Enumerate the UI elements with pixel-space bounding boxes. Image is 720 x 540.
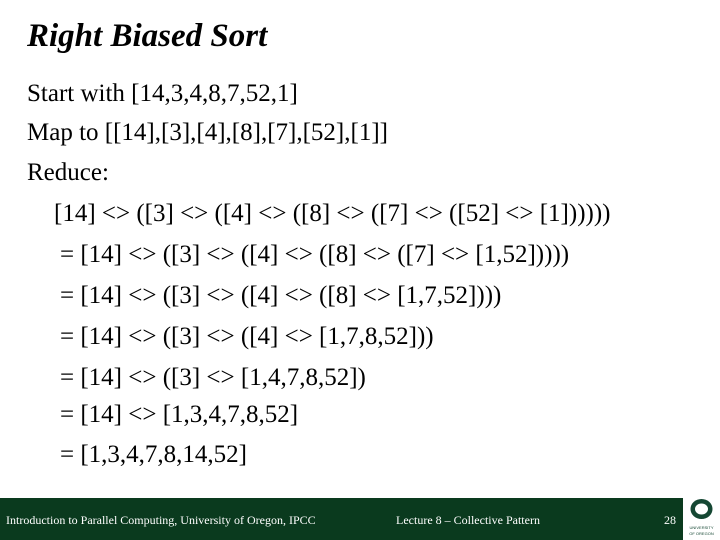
- footer-lecture: Lecture 8 – Collective Pattern: [396, 513, 540, 527]
- logo-line-2: OF OREGON: [689, 531, 714, 536]
- university-logo: [683, 494, 720, 540]
- reduction-result: = [1,3,4,7,8,14,52]: [60, 441, 247, 468]
- reduction-step-4: = [14] <> ([3] <> ([4] <> [1,7,8,52])): [60, 323, 434, 350]
- slide-title: Right Biased Sort: [27, 18, 268, 54]
- logo-line-1: UNIVERSITY: [689, 525, 714, 530]
- reduction-step-1: [14] <> ([3] <> ([4] <> ([8] <> ([7] <> ([52] <> [1]))))): [54, 200, 611, 227]
- footer-page-number: 28: [664, 513, 676, 527]
- body-line-reduce: Reduce:: [27, 159, 109, 186]
- reduction-step-5: = [14] <> ([3] <> [1,4,7,8,52]): [60, 364, 366, 391]
- body-line-map: Map to [[14],[3],[4],[8],[7],[52],[1]]: [27, 119, 388, 146]
- reduction-step-3: = [14] <> ([3] <> ([4] <> ([8] <> [1,7,52]))): [60, 282, 502, 309]
- body-line-start: Start with [14,3,4,8,7,52,1]: [27, 80, 298, 107]
- footer-bar: [0, 498, 683, 540]
- reduction-step-6: = [14] <> [1,3,4,7,8,52]: [60, 401, 299, 428]
- reduction-step-2: = [14] <> ([3] <> ([4] <> ([8] <> ([7] <> [1,52])))): [60, 241, 570, 268]
- oregon-o-icon: [683, 494, 720, 524]
- footer-course: Introduction to Parallel Computing, University of Oregon, IPCC: [6, 513, 316, 527]
